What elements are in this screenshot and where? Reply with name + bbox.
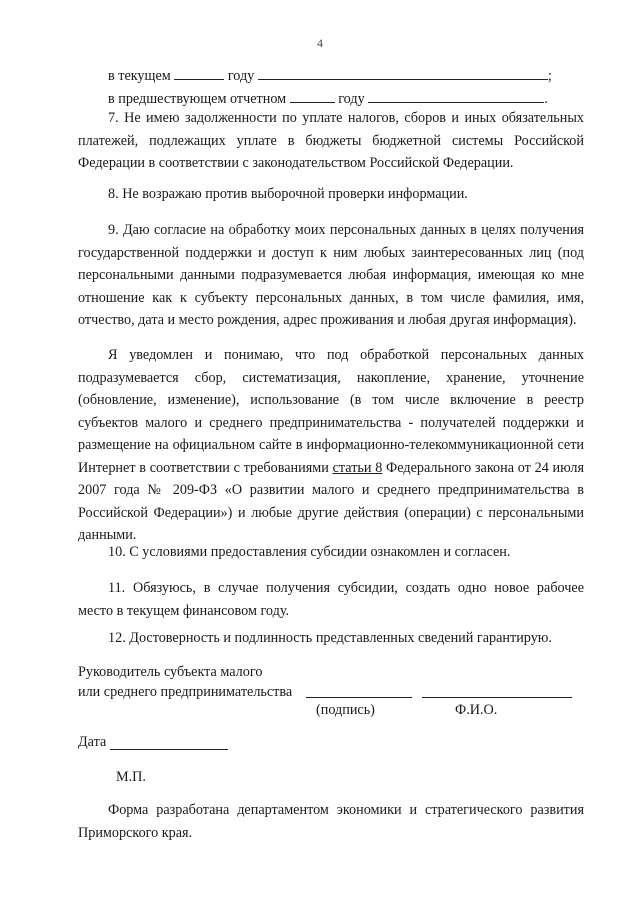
head-title-line1: Руководитель субъекта малого [78, 664, 263, 680]
item-9-notice [78, 344, 584, 547]
item-7: 7. Не имею задолженности по уплате налогов, сборов и иных обязательных платежей, подлежащих уплате в бюджеты бюджетной системы Российской Федерации в соответствии с законодательством Российской Федерации. [78, 110, 584, 171]
date-label: Дата [78, 734, 107, 750]
item-12: 12. Достоверность и подлинность представленных сведений гарантирую. [108, 630, 552, 646]
current-year-line [78, 66, 584, 85]
current-year-word: году [227, 68, 255, 84]
current-year-suffix: ; [547, 68, 552, 84]
previous-year-suffix: . [544, 91, 548, 107]
signature-field[interactable] [306, 696, 412, 698]
stamp-place: М.П. [116, 769, 146, 785]
current-year-value-blank [258, 66, 548, 80]
item-11: 11. Обязуюсь, в случае получения субсидии, создать одно новое рабочее место в текущем финансовом году. [78, 580, 584, 619]
previous-year-word: году [338, 91, 365, 107]
full-name-caption: Ф.И.О. [455, 702, 498, 718]
item-8: 8. Не возражаю против выборочной проверки информации. [108, 186, 468, 202]
item-10: 10. С условиями предоставления субсидии ознакомлен и согласен. [108, 544, 511, 560]
full-name-field[interactable] [422, 696, 572, 698]
item-9-notice-text: Я уведомлен и понимаю, что под обработкой персональных данных подразумевается сбор, систематизация, накопление, хранение, уточнение (обновление, изменение), использование (в том числе включение в реестр субъектов малого и среднего предпринимательства - получателей поддержки и размещение на официальном сайте в информационно-телекоммуникационной сети Интернет в соответствии с требованиями [78, 347, 584, 476]
signature-caption: (подпись) [316, 702, 375, 718]
head-title-line2: или среднего предпринимательства [78, 684, 293, 700]
previous-year-label: в предшествующем отчетном [108, 91, 287, 107]
item-9-notice-text-end: Федерального закона от 24 июля 2007 года № 209-ФЗ «О развитии малого и среднего предпринимательства в Российской Федерации») и любые другие действия (операции) с персональными данными. [78, 459, 584, 543]
previous-year-line [78, 89, 584, 108]
footer-note: Форма разработана департаментом экономики и стратегического развития Приморского края. [78, 802, 584, 841]
date-field[interactable] [110, 748, 228, 750]
law-article-link[interactable]: статьи 8 [332, 459, 383, 476]
current-year-blank [174, 66, 224, 80]
previous-year-value-blank [368, 89, 544, 103]
previous-year-blank [290, 89, 335, 103]
current-year-label: в текущем [108, 68, 171, 84]
page-number: 4 [317, 36, 323, 50]
item-9: 9. Даю согласие на обработку моих персональных данных в целях получения государственной поддержки и доступ к ним любых заинтересованных лиц (под персональными данными подразумевается любая информация, имеющая ко мне отношение как к субъекту персональных данных, в том числе фамилия, имя, отчество, дата и место рождения, адрес проживания и любая другая информация). [78, 222, 584, 328]
